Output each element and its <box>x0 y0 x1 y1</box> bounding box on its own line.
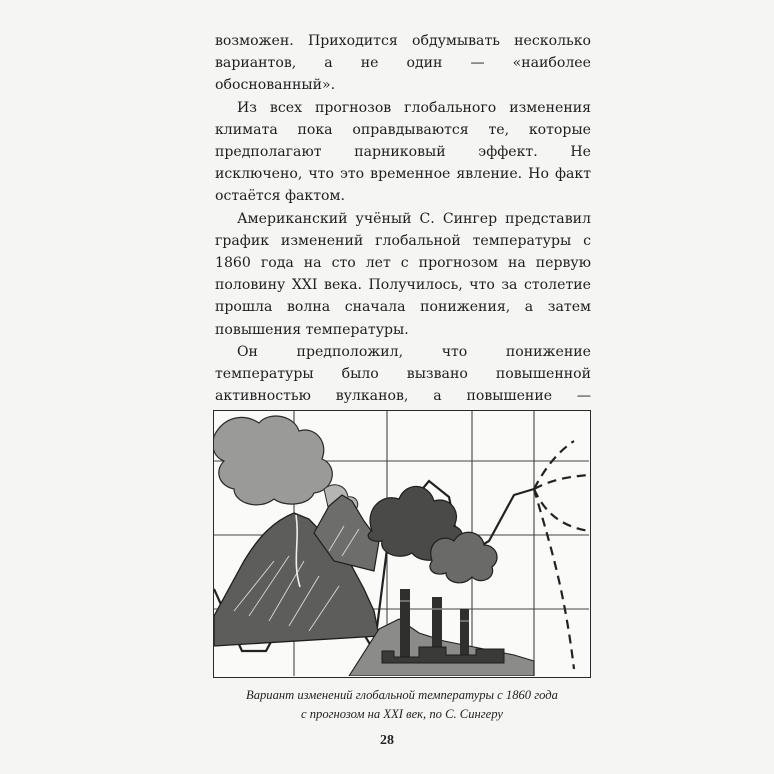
volcano-smoke-cloud <box>214 416 332 505</box>
scenario-moderate-rise <box>534 475 589 489</box>
figure-illustration <box>214 411 589 676</box>
forecast-scenarios <box>534 441 589 669</box>
factory-smoke-right <box>430 532 497 583</box>
paragraph-3: Американский учёный С. Сингер представил график изменений глобальной температуры с 1860 года на сто лет с прогнозом на первую половину XXI века. Получилось, что за столетие прошла волна сначала понижения, а затем повышения температуры. <box>215 210 591 338</box>
paragraph-4: Он предположил, что понижение температуры было вызвано повышенной активностью вулканов, а повышение — <box>215 343 591 405</box>
factory-illustration <box>349 486 534 676</box>
page-number: 28 <box>380 733 394 748</box>
figure-caption <box>213 686 591 724</box>
caption-line-1: Вариант изменений глобальной температуры с 1860 года <box>246 688 558 702</box>
caption-line-2: с прогнозом на XXI век, по С. Сингеру <box>301 707 503 721</box>
paragraph-2: Из всех прогнозов глобального изменения климата пока оправдываются те, которые предполагают парниковый эффект. Не исключено, что это временное явление. Но факт остаётся фактом. <box>215 99 591 205</box>
volcano-illustration <box>214 416 379 646</box>
scenario-stable <box>534 489 589 531</box>
paragraph-1: возможен. Приходится обдумывать несколько вариантов, а не один — «наиболее обоснованный». <box>215 33 591 94</box>
temperature-figure <box>213 410 591 678</box>
chimney-1 <box>400 589 410 659</box>
